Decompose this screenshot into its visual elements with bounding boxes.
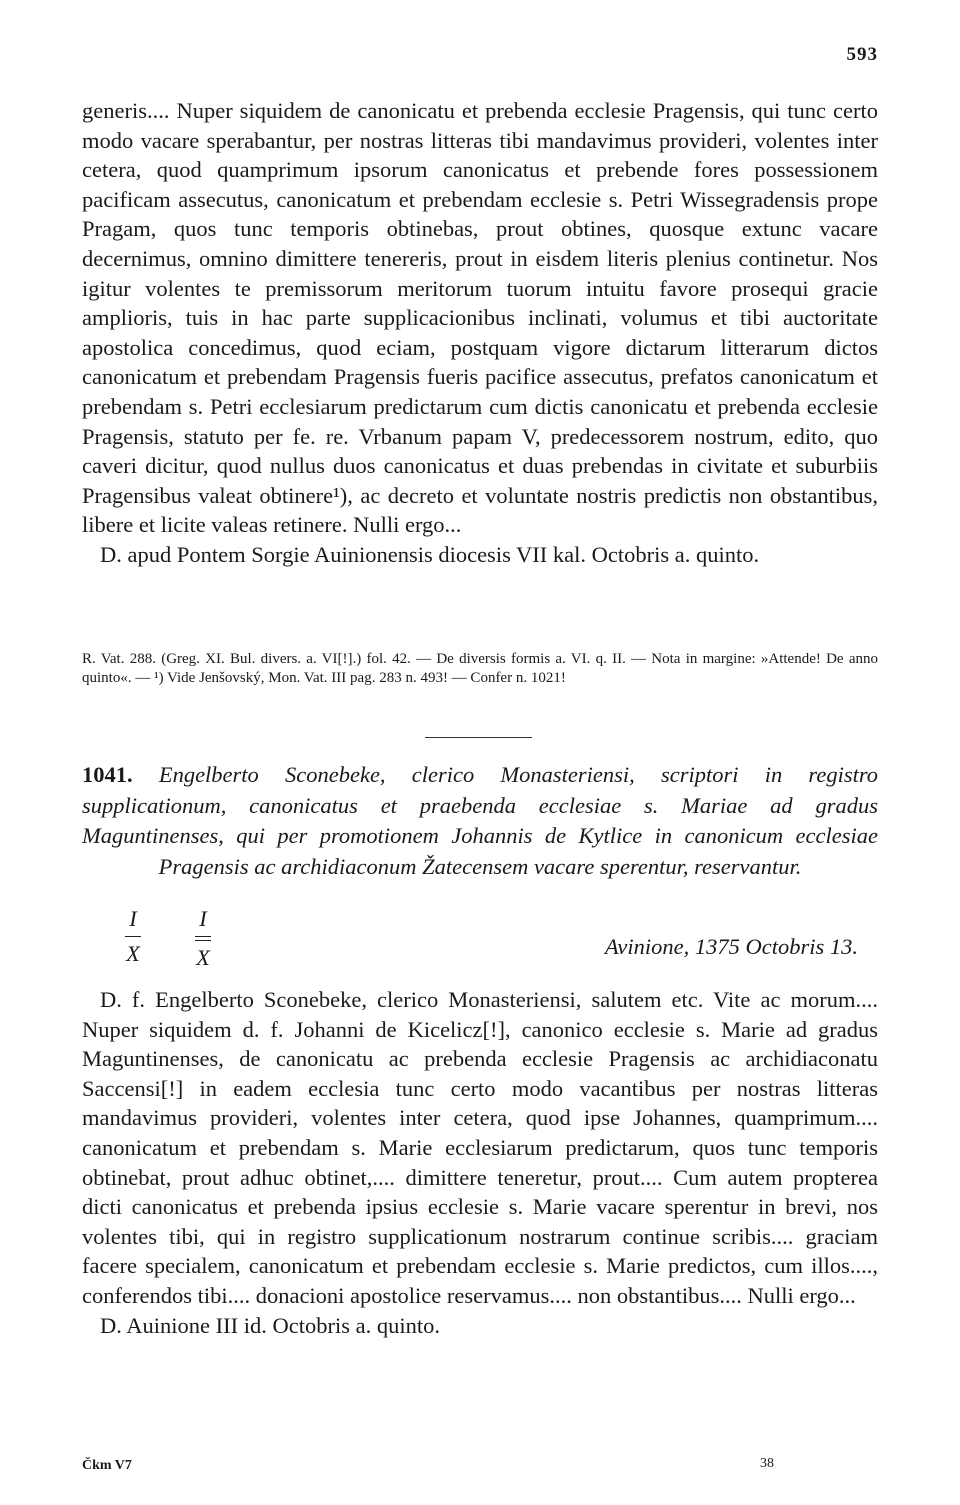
fraction-single	[120, 906, 146, 971]
dating-line: D. Auinione III id. Octobris a. quinto.	[100, 1312, 440, 1338]
document-1041-text	[82, 985, 878, 1340]
sheet-number: 38	[760, 1456, 774, 1471]
fraction-top: I	[199, 906, 207, 931]
fraction-top: I	[129, 906, 137, 931]
page-number: 593	[846, 44, 878, 65]
fraction-bottom: X	[126, 941, 140, 966]
dating-line: D. apud Pontem Sorgie Auinionensis diocesis VII kal. Octobris a. quinto.	[100, 541, 760, 567]
signature-mark: Čkm V7	[82, 1458, 132, 1473]
document-1040-text	[82, 96, 878, 570]
fraction-double-bar	[195, 936, 211, 941]
section-divider	[425, 737, 532, 738]
body-paragraph: D. f. Engelberto Sconebeke, clerico Monasteriensi, salutem etc. Vite ac morum.... Nuper siquidem d. f. Johanni de Kicelicz[!], canonico ecclesie s. Marie ad gradus Maguntinenses, de canonicatu ac prebenda ecclesie Pragensis ac archidiaconatu Saccensi[!] in eadem ecclesia tunc certo modo vacantibus per nostras litteras mandavimus provideri, volentes inter cetera, quod ipse Johannes, quamprimum.... canonicatum et prebendam s. Marie ecclesiarum predictarum, quos tunc temporis obtinebat, prout adhuc obtinet,.... dimittere teneretur, prout.... Cum autem propterea dicti canonicatus et prebenda ipsius ecclesie s. Marie vacare sperentur in brevi, nos volentes tibi, qui in registro supplicationum nostrarum continue scribis.... graciam facere specialem, canonicatum et prebendam ecclesie s. Marie predictos, cum illos...., conferendos tibi.... donacioni apostolice reservamus.... non obstantibus.... Nulli ergo...	[82, 987, 878, 1308]
document-summary: Engelberto Sconebeke, clerico Monasteriensi, scriptori in registro supplicationum, canonicatus et praebenda ecclesiae s. Mariae ad gradus Maguntinenses, qui per promotionem Johannis de Kytlice in canonicum ecclesiae Pragensis ac archidiaconum Žatecensem vacare sperentur, reservantur.	[82, 762, 878, 879]
fraction-double	[190, 906, 216, 971]
fraction-bar	[125, 936, 141, 937]
document-number: 1041.	[82, 762, 133, 787]
body-paragraph: generis.... Nuper siquidem de canonicatu et prebenda ecclesie Pragensis, qui tunc certo modo vacare sperabantur, per nostras litteras tibi mandavimus provideri, volentes inter cetera, quod quamprimum ipsorum canonicatus et prebende fores possessionem pacificam assecutus, canonicatum et prebendam ecclesie s. Petri Wissegradensis prope Pragam, quos tunc temporis obtinebas, prout obtines, quosque extunc vacare decernimus, omnino dimittere tenereris, prout in eisdem literis plenius continetur. Nos igitur volentes te premissorum meritorum tuorum intuitu favore prosequi gracie amplioris, tuis in hac parte supplicacionibus inclinati, volumus et tibi auctoritate apostolica concedimus, quod eciam, postquam vigore dictarum litterarum dictos canonicatum et prebendam Pragensis fueris pacifice assecutus, prefatos canonicatum et prebendam s. Petri ecclesiarum predictarum cum dictis canonicatu et prebenda ecclesie Pragensis, statuto per fe. re. Vrbanum papam V, predecessorem nostrum, edito, quo caveri dicitur, quod nullus duos canonicatus et duas prebendas in civitate et suburbiis Pragensibus valeat obtinere¹), ac decreto et voluntate nostris predictis non obstantibus, libere et licite valeas retinere. Nulli ergo...	[82, 98, 878, 538]
document-1041-heading	[82, 760, 878, 882]
footnotes	[82, 650, 878, 687]
fraction-bottom: X	[196, 945, 210, 970]
place-and-date: Avinione, 1375 Octobris 13.	[604, 934, 858, 959]
archival-notes: R. Vat. 288. (Greg. XI. Bul. divers. a. VI[!].) fol. 42. — De diversis formis a. VI. q. II. — Nota in margine: »Attende! De anno quinto«. — ¹) Vide Jenšovský, Mon. Vat. III pag. 283 n. 493! — Confer n. 1021!	[82, 651, 878, 686]
register-fractions	[120, 906, 216, 971]
